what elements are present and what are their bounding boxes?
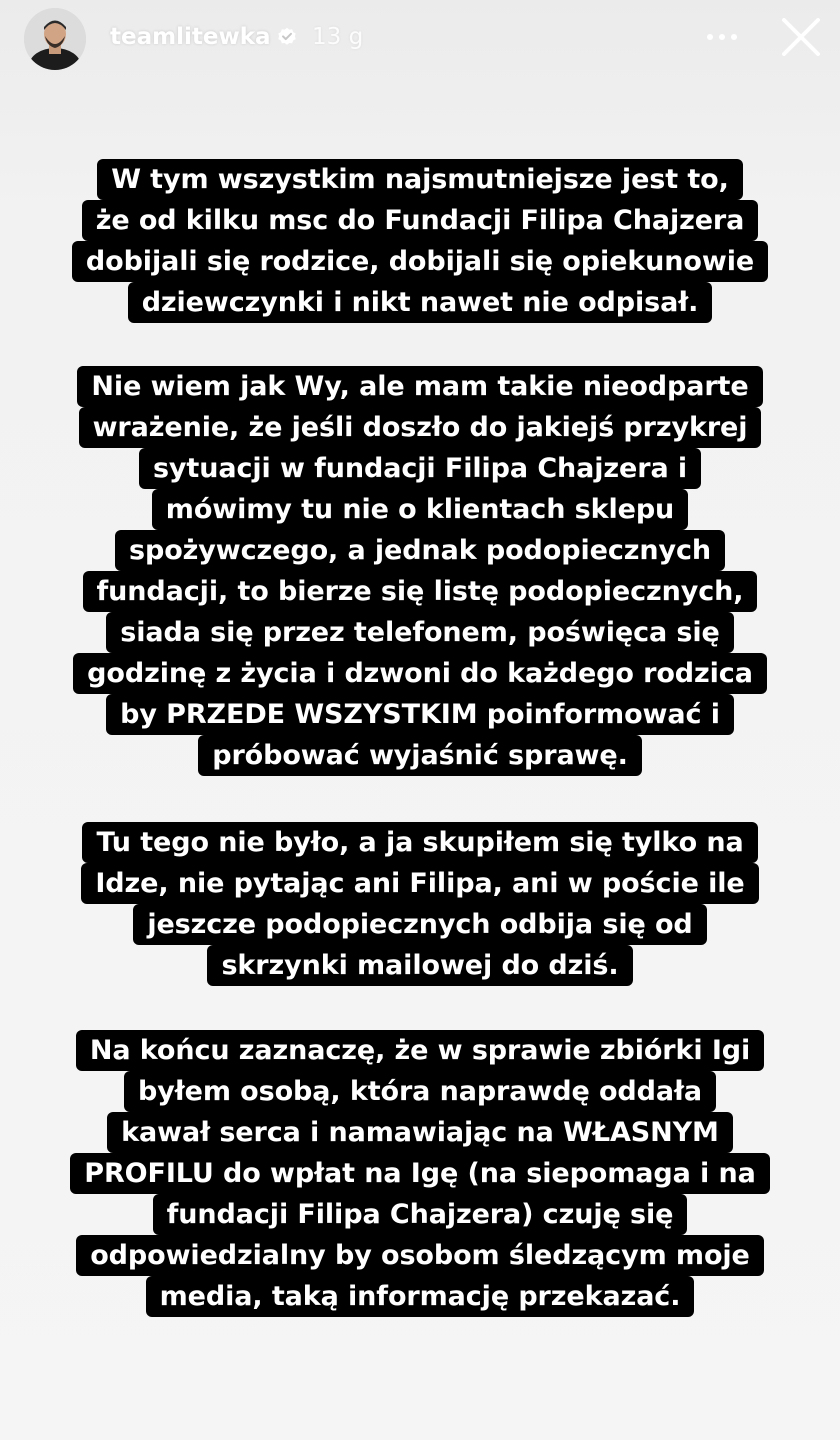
text-line: skrzynki mailowej do dziś. xyxy=(207,945,632,986)
text-line: wrażenie, że jeśli doszło do jakiejś przykrej xyxy=(79,407,762,448)
text-line: by PRZEDE WSZYSTKIM poinformować i xyxy=(106,694,734,735)
text-line: spożywczego, a jednak podopiecznych xyxy=(115,530,725,571)
more-options-icon xyxy=(707,34,713,40)
text-line: PROFILU do wpłat na Igę (na siepomaga i na xyxy=(70,1153,770,1194)
text-line: Na końcu zaznaczę, że w sprawie zbiórki Igi xyxy=(76,1030,764,1071)
text-line: Idze, nie pytając ani Filipa, ani w poście ile xyxy=(81,863,758,904)
text-line: dziewczynki i nikt nawet nie odpisał. xyxy=(128,282,713,323)
text-line: fundacji, to bierze się listę podopiecznych, xyxy=(83,571,758,612)
text-block-1 xyxy=(0,159,840,323)
text-line: że od kilku msc do Fundacji Filipa Chajzera xyxy=(82,200,759,241)
text-line: Nie wiem jak Wy, ale mam takie nieodparte xyxy=(77,366,762,407)
text-line: godzinę z życia i dzwoni do każdego rodzica xyxy=(73,653,767,694)
username[interactable]: teamlitewka xyxy=(110,24,271,50)
text-line: mówimy tu nie o klientach sklepu xyxy=(152,489,688,530)
text-line: jeszcze podopiecznych odbija się od xyxy=(133,904,706,945)
text-line: media, taką informację przekazać. xyxy=(146,1276,695,1317)
text-line: fundacji Filipa Chajzera) czuję się xyxy=(153,1194,688,1235)
text-line: W tym wszystkim najsmutniejsze jest to, xyxy=(97,159,743,200)
verified-badge-icon xyxy=(277,27,297,47)
close-icon[interactable] xyxy=(778,14,824,60)
text-line: Tu tego nie było, a ja skupiłem się tylko na xyxy=(82,822,757,863)
more-options-button[interactable] xyxy=(700,22,744,52)
text-line: próbować wyjaśnić sprawę. xyxy=(198,735,642,776)
text-line: dobijali się rodzice, dobijali się opiekunowie xyxy=(72,241,768,282)
profile-photo-icon xyxy=(24,8,86,70)
avatar[interactable] xyxy=(24,8,86,70)
text-block-3 xyxy=(0,822,840,986)
text-line: kawał serca i namawiając na WŁASNYM xyxy=(107,1112,733,1153)
story-header xyxy=(0,0,840,80)
text-line: byłem osobą, która naprawdę oddała xyxy=(124,1071,716,1112)
more-options-dot xyxy=(719,34,725,40)
text-block-2 xyxy=(0,366,840,776)
more-options-dot xyxy=(731,34,737,40)
story-timestamp: 13 g xyxy=(312,24,364,50)
text-block-4 xyxy=(0,1030,840,1317)
text-line: siada się przez telefonem, poświęca się xyxy=(106,612,734,653)
text-line: odpowiedzialny by osobom śledzącym moje xyxy=(76,1235,764,1276)
text-line: sytuacji w fundacji Filipa Chajzera i xyxy=(139,448,701,489)
